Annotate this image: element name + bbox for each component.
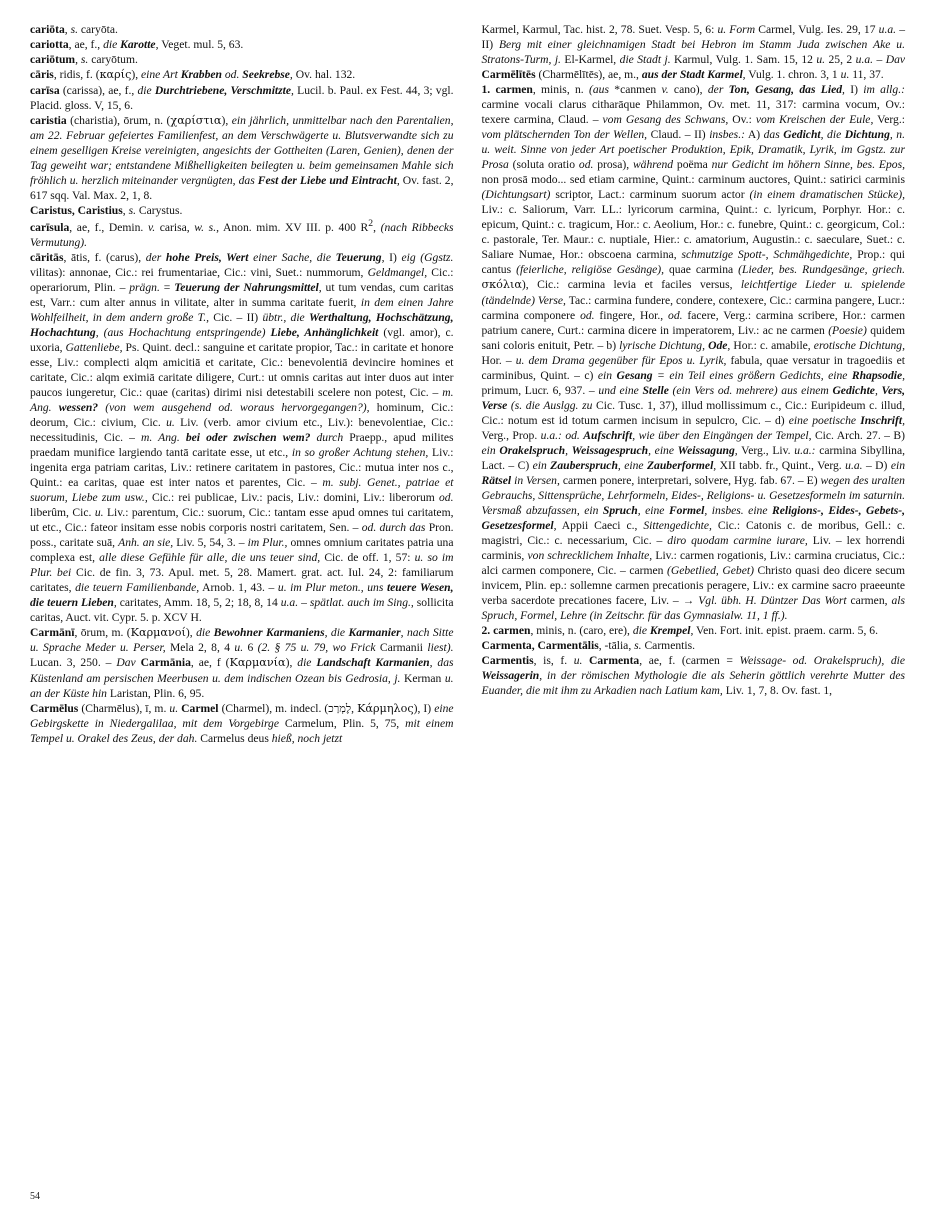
dictionary-entry: Carmenta, Carmentālis, -tālia, s. Carmentis. — [481, 638, 695, 652]
dictionary-entry: 2. carmen, minis, n. (caro, ere), die Krempel, Ven. Fort. init. epist. praem. carm. 5, 6. — [481, 623, 878, 637]
page-number: 54 — [30, 1191, 40, 1202]
dictionary-entry: Caristus, Caristius, s. Carystus. — [30, 204, 183, 217]
dictionary-entry: cariotta, ae, f., die Karotte, Veget. mul. 5, 63. — [30, 38, 244, 51]
dictionary-entry: 1. carmen, minis, n. (aus *canmen v. cano), der Ton, Gesang, das Lied, I) im allg.: carmine vocali clarus citharāque Philammon, Ov. met. 11, 317: carmina vocum, Ov.: texere carmina, Claud. – vom Gesang des Schwans, Ov.: vom Kreischen der Eule, Verg.: vom plätschernden Ton der Wellen, Claud. – II) insbes.: A) das Gedicht, die Dichtung, n. u. weit. Sinne von jeder Art poetischer Produktion, Epik, Dramatik, Lyrik, im Ggstz. zur Prosa (soluta oratio od. prosa), während poëma nur Gedicht im höhern Sinne, bes. Epos, non prosā modo... sed etiam carmine, Quint.: carminum auctores, Quint.: satirici carminis (Dichtungsart) scriptor, Lact.: carminum suorum actor (in einem dramatischen Stücke), Liv.: c. Saliorum, Varr. LL.: lyricorum carmina, Quint.: c. lyricum, Porphyr. Hor.: c. epicum, Quint.: c. tragicum, Hor.: c. Aeolium, Hor.: c. funebre, Quint.: c. georgicum, Col.: c. pastorale, Ter. Maur.: c. nuptiale, Hier.: c. amatorium, Augustin.: c. saeculare, Suet.: c. Saliare Numae, Hor.: obscoena carmina, schmutzige Spott-, Schmähgedichte, Prop.: qui cantus (feierliche, religiöse Gesänge), quae carmina (Lieder, bes. Rundgesänge, griech. σκόλια), Cic.: carmina levia et faciles versus, leichtfertige Lieder u. spielende (tändelnde) Verse, Tac.: carmina fundere, condere, contexere, Cic.: carmina pangere, Lucr.: carmina componere od. fingere, Hor., od. facere, Verg.: carmina scribere, Hor.: carmen patrium canere, Curt.: carmina dicere in imperatorem, Liv.: ac ne carmen (Poesie) quidem sani coloris enituit, Petr. – b) lyrische Dichtung, Ode, Hor.: c. amabile, erotische Dichtung, Hor. – u. dem Drama gegenüber für Epos u. Lyrik, fabula, quae versatur in tragoediis et carminibus, Quint. – c) ein Gesang = ein Teil eines größern Gedichts, eine Rhapsodie, primum, Lucr. 6, 937. – und eine Stelle (ein Vers od. mehrere) aus einem Gedichte, Vers, Verse (s. die Auslgg. zu Cic. Tusc. 1, 37), illud mollissimum c., Cic.: Euripideum c. illud, Cic.: notum est id totum carmen incisum in sepulcro, Cic. – d) eine poetische Inschrift, Verg., Prop. u.a.: od. Aufschrift, wie über den Eingängen der Tempel, Cic. Arch. 27. – B) ein Orakelspruch, Weissagespruch, eine Weissagung, Verg., Liv. u.a.: carmina Sibyllina, Lact. – C) ein Zauberspruch, eine Zauberformel, XII tabb. fr., Quint., Verg. u.a. – D) ein Rätsel in Versen, carmen ponere, interpretari, solvere, Hyg. fab. 67. – E) wegen des uralten Gebrauchs, Sittensprüche, Lehrformeln, Eides-, Religions- u. Gesetzesformeln im saturnin. Versmaß abzufassen, ein Spruch, eine Formel, insbes. eine Religions-, Eides-, Gebets-, Gesetzesformel, Appii Caeci c., Sittengedichte, Cic.: Catonis c. de moribus, Gell.: c. magistri, Cic.: c. necessarium, Cic. – diro quodam carmine iurare, Liv. – lex horrendi carminis, von schrecklichem Inhalte, Liv.: carmen rogationis, Liv.: carmina cruciatus, Cic.: alci carmen componere, Cic. – carmen (Gebetlied, Gebet) Christo quasi deo dicere secum invicem, Plin. ep.: sollemne carmen precationis peragere, Liv.: ex carmine sacro praeeunte verba sacerdote precationes facere, Liv. – → Vgl. übh. H. Düntzer Das Wort carmen, als Spruch, Formel, Lehre (in Zeitschr. für das Gymnasialw. 11, 1 ff.). — [481, 83, 906, 622]
dictionary-entry: cariōtum, s. caryōtum. — [30, 53, 138, 66]
dictionary-entry: caristia (charistia), ōrum, n. (χαρίστια), ein jährlich, unmittelbar nach den Parentalien, am 22. Februar gefeiertes Familienfest, an dem Verschwägerte u. Blutsverwandte sich zu einem geselligen Kreise vereinigten, angesichts der Gottheiten (Laren, Genien), denen der Tag geweiht war; entstandene Mißhelligkeiten beilegten u. beim gemeinsamen Mahle sich fröhlich u. herzlich miteinander vergnügten, das Fest der Liebe und Eintracht, Ov. fast. 2, 617 sqq. Val. Max. 2, 1, 8. — [30, 113, 454, 202]
dictionary-entry: Carmānī, ōrum, m. (Καρμανοί), die Bewohner Karmaniens, die Karmanier, nach Sitte u. Sprache Meder u. Perser, Mela 2, 8, 4 u. 6 (2. § 75 u. 79, wo Frick Carmanii liest). Lucan. 3, 250. – Dav Carmānia, ae, f (Καρμανία), die Landschaft Karmanien, das Küstenland am persischen Meerbusen u. dem indischen Ozean bis Gedrosia, j. Kerman u. an der Küste hin Laristan, Plin. 6, 95. — [30, 625, 454, 700]
left-text-column — [30, 22, 454, 1162]
page-columns — [30, 22, 905, 1162]
dictionary-entry: cāris, ridis, f. (καρίς), eine Art Krabben od. Seekrebse, Ov. hal. 132. — [30, 68, 356, 81]
dictionary-entry: Carmēlus (Charmēlus), ī, m. u. Carmel (Charmel), m. indecl. (לֶמְרַכ, Κάρμηλος), I) eine Gebirgskette in Niedergalilaa, mit dem Vorgebirge Carmelum, Plin. 5, 75, mit einem Tempel u. Orakel des Zeus, der dah. Carmelus deus hieß, noch jetzt — [30, 701, 454, 746]
dictionary-entry: Karmel, Karmul, Tac. hist. 2, 78. Suet. Vesp. 5, 6: u. Form Carmel, Vulg. Ies. 29, 17 u.a. – II) Berg mit einer gleichnamigen Stadt bei Hebron im Stamm Juda zwischen Ake u. Stratons-Turm, j. El-Karmel, die Stadt j. Karmul, Vulg. 1. Sam. 15, 12 u. 25, 2 u.a. – Dav Carmēlītēs (Charmēlītēs), ae, m., aus der Stadt Karmel, Vulg. 1. chron. 3, 1 u. 11, 37. — [481, 23, 906, 81]
dictionary-entry: cariōta, s. caryōta. — [30, 23, 118, 36]
dictionary-entry: Carmentis, is, f. u. Carmenta, ae, f. (carmen = Weissage- od. Orakelspruch), die Weissagerin, in der römischen Mythologie die als Seherin göttlich verehrte Mutter des Euander, die mit ihm zu Arkadien nach Latium kam, Liv. 1, 7, 8. Ov. fast. 1, — [481, 653, 905, 697]
dictionary-entry: carīsa (carissa), ae, f., die Durchtriebene, Verschmitzte, Lucil. b. Paul. ex Fest. 44, 3; vgl. Placid. gloss. V, 15, 6. — [30, 83, 454, 112]
right-text-column — [482, 22, 906, 1162]
dictionary-entry: cāritās, ātis, f. (carus), der hohe Preis, Wert einer Sache, die Teuerung, I) eig (Ggstz. vilitas): annonae, Cic.: rei frumentariae, Cic.: vini, Suet.: nummorum, Geldmangel, Cic.: operariorum, Plin. – prägn. = Teuerung der Nahrungsmittel, ut tum vendas, cum caritas est, Varr.: cum alter annus in vilitate, alter in summa caritate fuerit, in dem einen Jahre Wohlfeilheit, in dem andern große T., Cic. – II) übtr., die Werthaltung, Hochschätzung, Hochachtung, (aus Hochachtung entspringende) Liebe, Anhänglichkeit (vgl. amor), c. uxoria, Gattenliebe, Ps. Quint. decl.: sanguine et caritate propior, Tac.: in caritate et honore esse, Liv.: complecti alqm amicitiā et caritate, Cic.: benevolentiā devincire homines et caritate, Cic.: alqm eximiā caritate diligere, Curt.: ut omnis caritas aut inter duos aut inter paucos iungeretur, Cic.: quae (caritas) dirimi nisi detestabili scelere non potest, Cic. – m. Ang. wessen? (von wem ausgehend od. woraus hervorgegangen?), hominum, Cic.: deorum, Cic.: civium, Cic. u. Liv. (verb. amor civium etc., Liv.): benevolentiae, Cic.: necessitudinis, Cic. – m. Ang. bei oder zwischen wem? durch Praepp., apud milites praedam munifice largiendo tantā caritate esse, ut etc., in so großer Achtung stehen, Liv.: ingenita erga patriam caritas, Liv.: retinere caritatem in pastores, Cic.: mutua inter nos c., Quint.: ea caritas, quae est inter natos et parentes, Cic. – m. subj. Genet., patriae et suorum, Liebe zum usw., Cic.: rei publicae, Liv.: pacis, Liv.: domini, Liv.: liberorum od. liberûm, Cic. u. Liv.: parentum, Cic.: suorum, Cic.: tantam esse apud omnes tui caritatem, ut etc., Cic.: fateor insitam esse nobis corporis nostri caritatem, Sen. – od. durch das Pron. poss., caritate suā, Anh. an sie, Liv. 5, 54, 3. – im Plur., omnes omnium caritates patria una complexa est, alle diese Gefühle für alle, die uns teuer sind, Cic. de off. 1, 57: u. so im Plur. bei Cic. de fin. 3, 73. Apul. met. 5, 28. Mamert. grat. act. Iul. 24, 2: familiarum caritates, die teuern Familienbande, Arnob. 1, 43. – u. im Plur meton., uns teuere Wesen, die teuern Lieben, caritates, Amm. 18, 5, 2; 18, 8, 14 u.a. – spätlat. auch im Sing., sollicita caritas, Auct. vit. Cypr. 5. p. XCV H. — [30, 250, 454, 624]
dictionary-entry: carīsula, ae, f., Demin. v. carisa, w. s., Anon. mim. XV III. p. 400 $R^2$, (nach Ribbecks Vermutung). — [30, 218, 454, 249]
